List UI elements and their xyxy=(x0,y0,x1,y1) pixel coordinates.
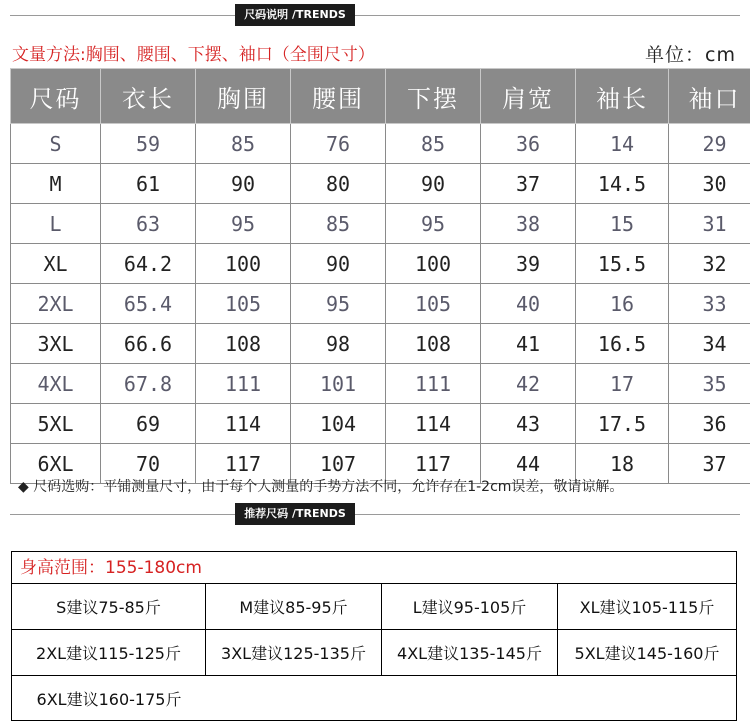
cell-hem: 117 xyxy=(386,444,481,484)
recommend-cell-2xl: 2XL建议115-125斤 xyxy=(12,630,206,676)
table-row xyxy=(11,244,750,284)
cell-length: 66.6 xyxy=(101,324,196,364)
cell-hem: 85 xyxy=(386,124,481,164)
cell-chest: 117 xyxy=(196,444,291,484)
cell-hem: 114 xyxy=(386,404,481,444)
cell-hem: 100 xyxy=(386,244,481,284)
table-row xyxy=(11,124,750,164)
height-range-label: 身高范围：155-180cm xyxy=(12,552,736,584)
cell-chest: 95 xyxy=(196,204,291,244)
cell-sleeve-length: 17.5 xyxy=(576,404,669,444)
header-waist: 腰围 xyxy=(291,69,386,124)
cell-waist: 76 xyxy=(291,124,386,164)
cell-shoulder: 39 xyxy=(481,244,576,284)
cell-shoulder: 44 xyxy=(481,444,576,484)
table-row xyxy=(11,164,750,204)
cell-hem: 105 xyxy=(386,284,481,324)
cell-waist: 98 xyxy=(291,324,386,364)
size-recommendation-table xyxy=(11,551,737,721)
cell-cuff: 33 xyxy=(669,284,750,324)
cell-sleeve-length: 15 xyxy=(576,204,669,244)
size-chart-table xyxy=(10,68,750,484)
cell-shoulder: 40 xyxy=(481,284,576,324)
cell-chest: 105 xyxy=(196,284,291,324)
header-chest: 胸围 xyxy=(196,69,291,124)
recommend-cell-5xl: 5XL建议145-160斤 xyxy=(558,630,736,676)
cell-length: 63 xyxy=(101,204,196,244)
size-chart-header-row xyxy=(11,69,750,124)
measure-method-note: 文量方法:胸围、腰围、下摆、袖口（全围尺寸） xyxy=(12,45,375,65)
cell-size: M xyxy=(11,164,101,204)
cell-cuff: 35 xyxy=(669,364,750,404)
cell-cuff: 29 xyxy=(669,124,750,164)
cell-shoulder: 43 xyxy=(481,404,576,444)
cell-shoulder: 38 xyxy=(481,204,576,244)
cell-length: 61 xyxy=(101,164,196,204)
recommend-cell-s: S建议75-85斤 xyxy=(12,584,206,630)
cell-size: 3XL xyxy=(11,324,101,364)
cell-waist: 95 xyxy=(291,284,386,324)
cell-length: 64.2 xyxy=(101,244,196,284)
cell-cuff: 36 xyxy=(669,404,750,444)
cell-waist: 90 xyxy=(291,244,386,284)
cell-shoulder: 41 xyxy=(481,324,576,364)
recommend-banner-line-right xyxy=(355,514,740,515)
unit-label: 单位：cm xyxy=(645,44,736,66)
cell-waist: 101 xyxy=(291,364,386,404)
size-selection-footnote: ◆ 尺码选购：平铺测量尺寸，由于每个人测量的手势方法不同，允许存在1-2cm误差，敬请谅解。 xyxy=(18,479,624,495)
recommend-cell-m: M建议85-95斤 xyxy=(206,584,382,630)
cell-sleeve-length: 18 xyxy=(576,444,669,484)
cell-waist: 80 xyxy=(291,164,386,204)
cell-chest: 114 xyxy=(196,404,291,444)
cell-chest: 85 xyxy=(196,124,291,164)
header-size: 尺码 xyxy=(11,69,101,124)
cell-chest: 90 xyxy=(196,164,291,204)
cell-hem: 108 xyxy=(386,324,481,364)
table-row xyxy=(11,204,750,244)
recommend-cell-3xl: 3XL建议125-135斤 xyxy=(206,630,382,676)
header-length: 衣长 xyxy=(101,69,196,124)
cell-sleeve-length: 17 xyxy=(576,364,669,404)
cell-chest: 111 xyxy=(196,364,291,404)
table-row xyxy=(11,404,750,444)
cell-sleeve-length: 14 xyxy=(576,124,669,164)
cell-length: 70 xyxy=(101,444,196,484)
cell-cuff: 31 xyxy=(669,204,750,244)
cell-sleeve-length: 16.5 xyxy=(576,324,669,364)
table-row xyxy=(11,364,750,404)
recommend-banner-tag: 推荐尺码 /TRENDS xyxy=(235,503,355,525)
top-banner-line-left xyxy=(10,15,235,16)
recommend-banner-line-left xyxy=(10,514,235,515)
cell-sleeve-length: 16 xyxy=(576,284,669,324)
cell-size: L xyxy=(11,204,101,244)
cell-cuff: 30 xyxy=(669,164,750,204)
header-sleeve-length: 袖长 xyxy=(576,69,669,124)
top-banner-line-right xyxy=(355,15,740,16)
cell-hem: 90 xyxy=(386,164,481,204)
cell-sleeve-length: 15.5 xyxy=(576,244,669,284)
cell-length: 67.8 xyxy=(101,364,196,404)
cell-size: S xyxy=(11,124,101,164)
recommend-cell-xl: XL建议105-115斤 xyxy=(558,584,736,630)
cell-length: 59 xyxy=(101,124,196,164)
header-cuff: 袖口 xyxy=(669,69,750,124)
cell-shoulder: 37 xyxy=(481,164,576,204)
cell-shoulder: 42 xyxy=(481,364,576,404)
cell-hem: 95 xyxy=(386,204,481,244)
cell-cuff: 34 xyxy=(669,324,750,364)
cell-size: 4XL xyxy=(11,364,101,404)
cell-size: 5XL xyxy=(11,404,101,444)
cell-length: 69 xyxy=(101,404,196,444)
cell-size: 2XL xyxy=(11,284,101,324)
header-hem: 下摆 xyxy=(386,69,481,124)
cell-chest: 108 xyxy=(196,324,291,364)
cell-sleeve-length: 14.5 xyxy=(576,164,669,204)
cell-waist: 107 xyxy=(291,444,386,484)
header-shoulder: 肩宽 xyxy=(481,69,576,124)
top-banner-tag: 尺码说明 /TRENDS xyxy=(235,4,355,26)
table-row xyxy=(11,324,750,364)
cell-cuff: 37 xyxy=(669,444,750,484)
table-row xyxy=(11,284,750,324)
cell-hem: 111 xyxy=(386,364,481,404)
cell-chest: 100 xyxy=(196,244,291,284)
cell-waist: 85 xyxy=(291,204,386,244)
cell-cuff: 32 xyxy=(669,244,750,284)
recommend-cell-4xl: 4XL建议135-145斤 xyxy=(382,630,558,676)
cell-size: XL xyxy=(11,244,101,284)
cell-waist: 104 xyxy=(291,404,386,444)
cell-shoulder: 36 xyxy=(481,124,576,164)
cell-length: 65.4 xyxy=(101,284,196,324)
cell-size: 6XL xyxy=(11,444,101,484)
recommend-cell-6xl: 6XL建议160-175斤 xyxy=(36,689,182,709)
recommend-cell-l: L建议95-105斤 xyxy=(382,584,558,630)
